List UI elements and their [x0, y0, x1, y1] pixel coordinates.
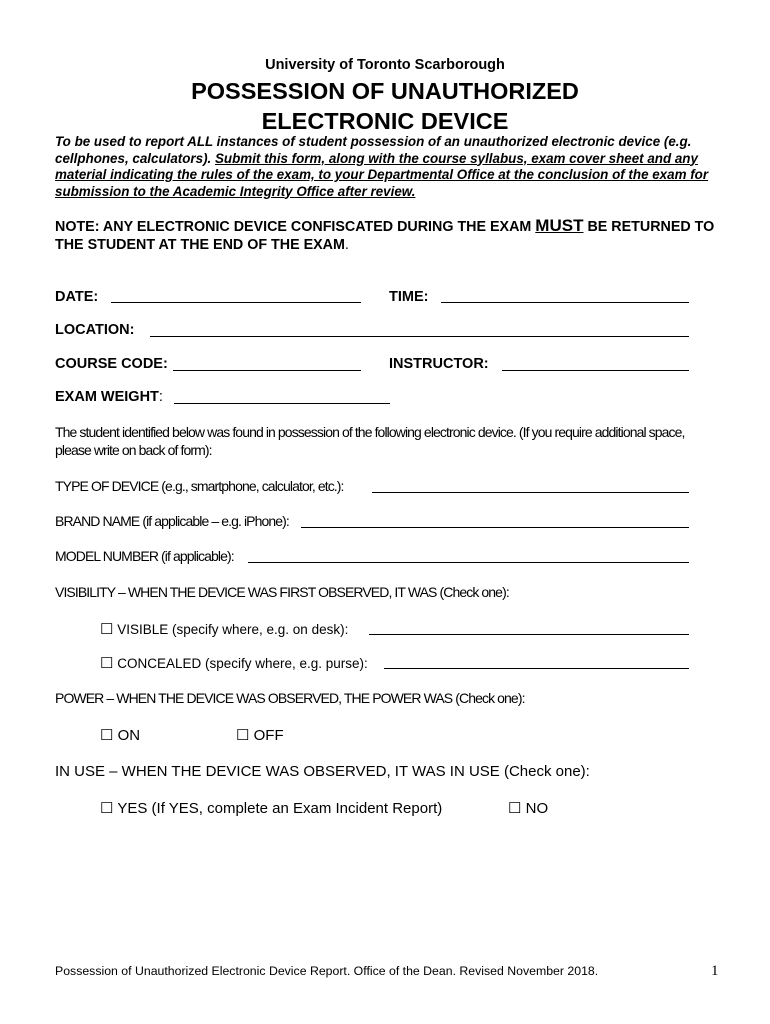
in-use-no-option — [508, 799, 548, 817]
intro-instructions — [55, 134, 715, 200]
power-heading: POWER – WHEN THE DEVICE WAS OBSERVED, THE POWER WAS (Check one): — [55, 690, 525, 706]
date-label: DATE: — [55, 289, 99, 305]
power-on-option — [100, 726, 140, 744]
form-title-line1: POSSESSION OF UNAUTHORIZED — [191, 78, 579, 104]
device-type-field[interactable] — [372, 492, 689, 493]
brand-name-label: BRAND NAME (if applicable – e.g. iPhone): — [55, 513, 289, 529]
footer-text: Possession of Unauthorized Electronic Device Report. Office of the Dean. Revised November 2018. — [55, 964, 599, 978]
statement-line2: please write on back of form): — [55, 442, 212, 458]
power-off-option — [236, 726, 284, 744]
instructor-field[interactable] — [502, 370, 689, 371]
power-on-label: ON — [117, 727, 141, 744]
visible-label: VISIBLE (specify where, e.g. on desk): — [117, 622, 349, 637]
note-emphasis: MUST — [535, 216, 584, 235]
instructor-label: INSTRUCTOR: — [389, 356, 489, 372]
exam-weight-label-group — [55, 389, 163, 405]
course-code-field[interactable] — [173, 370, 361, 371]
statement-line1: The student identified below was found in possession of the following electronic device. (If you require additional space, — [55, 424, 685, 440]
in-use-heading: IN USE – WHEN THE DEVICE WAS OBSERVED, IT WAS IN USE (Check one): — [55, 763, 590, 780]
location-field[interactable] — [150, 336, 689, 337]
power-off-label: OFF — [253, 727, 284, 744]
in-use-no-checkbox[interactable]: ☐ — [508, 800, 522, 817]
intro-submission-instructions: Submit this form, along with the course syllabus, exam cover sheet and any material indicating the rules of the exam, to your Departmental Office at the conclusion of the exam for submission to the Academic Integrity Office after review. — [55, 150, 709, 199]
concealed-label: CONCEALED (specify where, e.g. purse): — [117, 656, 368, 671]
exam-weight-field[interactable] — [174, 403, 390, 404]
concealed-location-field[interactable] — [384, 668, 689, 669]
visible-option — [100, 620, 348, 638]
brand-name-field[interactable] — [301, 527, 689, 528]
note-text-after: BE RETURNED TO THE STUDENT AT THE END OF THE EXAM — [55, 219, 715, 253]
time-field[interactable] — [441, 302, 689, 303]
note-period: . — [344, 237, 349, 253]
in-use-yes-label: YES (If YES, complete an Exam Incident Report) — [117, 800, 443, 817]
power-on-checkbox[interactable]: ☐ — [100, 727, 114, 744]
institution-name: University of Toronto Scarborough — [265, 57, 505, 73]
concealed-option — [100, 654, 368, 672]
model-number-field[interactable] — [248, 562, 689, 563]
in-use-yes-checkbox[interactable]: ☐ — [100, 800, 114, 817]
visibility-heading: VISIBILITY – WHEN THE DEVICE WAS FIRST OBSERVED, IT WAS (Check one): — [55, 584, 509, 600]
in-use-yes-option — [100, 799, 442, 817]
intro-text: To be used to report ALL instances of student possession of an unauthorized electronic device (e.g. cellphones, calculators). — [55, 134, 692, 166]
return-device-note — [55, 217, 715, 254]
form-title-line2: ELECTRONIC DEVICE — [261, 108, 509, 134]
time-label: TIME: — [389, 289, 429, 305]
exam-weight-label: EXAM WEIGHT — [55, 389, 159, 405]
model-number-label: MODEL NUMBER (if applicable): — [55, 548, 234, 564]
concealed-checkbox[interactable]: ☐ — [100, 655, 114, 672]
visible-location-field[interactable] — [369, 634, 689, 635]
page-number: 1 — [711, 963, 719, 979]
in-use-no-label: NO — [525, 800, 549, 817]
note-text-before: NOTE: ANY ELECTRONIC DEVICE CONFISCATED DURING THE EXAM — [55, 219, 536, 235]
exam-weight-colon: : — [158, 389, 163, 405]
location-label: LOCATION: — [55, 322, 135, 338]
date-field[interactable] — [111, 302, 361, 303]
device-type-label: TYPE OF DEVICE (e.g., smartphone, calculator, etc.): — [55, 478, 344, 494]
visible-checkbox[interactable]: ☐ — [100, 621, 114, 638]
course-code-label: COURSE CODE: — [55, 356, 168, 372]
power-off-checkbox[interactable]: ☐ — [236, 727, 250, 744]
